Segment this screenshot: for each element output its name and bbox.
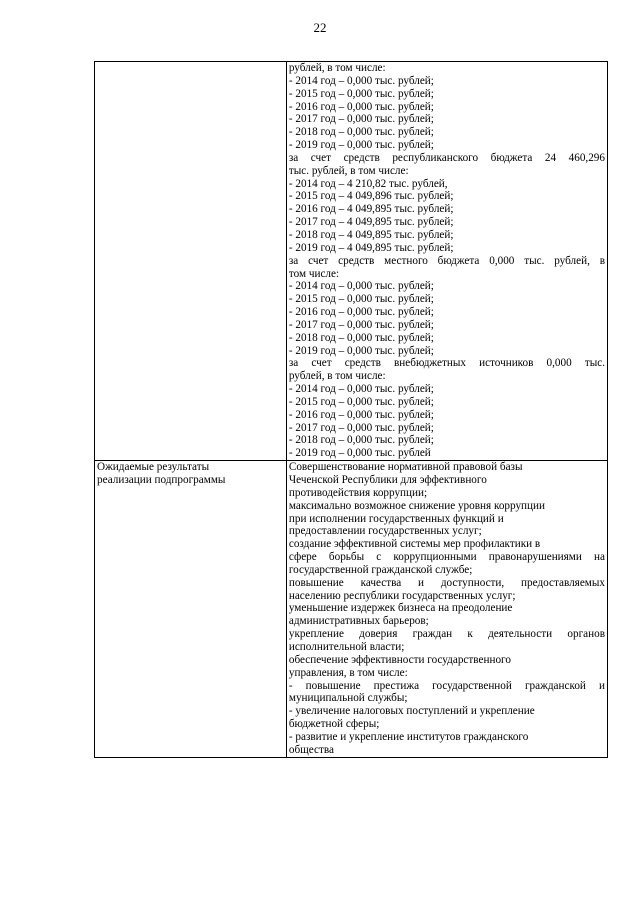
text-line: - 2019 год – 0,000 тыс. рублей; xyxy=(288,344,434,357)
text-line: - 2015 год – 4 049,896 тыс. рублей; xyxy=(288,190,454,203)
funding-content-cell xyxy=(286,62,607,461)
text-line: - 2019 год – 0,000 тыс. рублей xyxy=(288,447,431,460)
text-line: - 2014 год – 0,000 тыс. рублей; xyxy=(288,383,434,396)
text-line: бюджетной сферы; xyxy=(288,718,380,731)
text-line: - 2016 год – 0,000 тыс. рублей; xyxy=(288,408,434,421)
text-line: - увеличение налоговых поступлений и укрепление xyxy=(288,705,535,718)
text-line: за счет средств местного бюджета 0,000 тыс. рублей, в xyxy=(288,254,605,267)
text-line: - 2017 год – 0,000 тыс. рублей; xyxy=(288,113,434,126)
text-line: - 2016 год – 0,000 тыс. рублей; xyxy=(288,100,434,113)
text-line: - 2018 год – 0,000 тыс. рублей; xyxy=(288,126,434,139)
text-line: за счет средств республиканского бюджета 24 460,296 xyxy=(288,151,605,164)
text-line: населению республики государственных услуг; xyxy=(288,589,516,602)
funding-row xyxy=(95,62,608,461)
text-line: рублей, в том числе: xyxy=(288,370,386,383)
text-line: - 2019 год – 0,000 тыс. рублей; xyxy=(288,139,434,152)
text-line: - 2014 год – 0,000 тыс. рублей; xyxy=(288,74,434,87)
text-line: муниципальной службы; xyxy=(288,692,408,705)
text-line: управления, в том числе: xyxy=(288,666,408,679)
text-line: - 2018 год – 0,000 тыс. рублей; xyxy=(288,434,434,447)
funding-label-cell xyxy=(95,62,287,461)
text-line: административных барьеров; xyxy=(288,615,429,628)
label-line: Ожидаемые результаты xyxy=(97,461,210,474)
text-line: - повышение престижа государственной гражданской и xyxy=(288,679,605,692)
text-line: - развитие и укрепление институтов гражданского xyxy=(288,730,529,743)
text-line: Совершенствование нормативной правовой базы xyxy=(288,461,523,474)
expected-results-row xyxy=(95,461,608,757)
text-line: общества xyxy=(288,743,334,756)
text-line: за счет средств внебюджетных источников 0,000 тыс. xyxy=(288,357,605,370)
text-line: рублей, в том числе: xyxy=(288,62,386,74)
text-line: - 2015 год – 0,000 тыс. рублей; xyxy=(288,87,434,100)
text-line: обеспечение эффективности государственного xyxy=(288,653,511,666)
text-line: - 2019 год – 4 049,895 тыс. рублей; xyxy=(288,241,454,254)
text-line: - 2014 год – 4 210,82 тыс. рублей, xyxy=(288,177,448,190)
expected-results-content-cell xyxy=(286,461,607,757)
text-line: - 2016 год – 4 049,895 тыс. рублей; xyxy=(288,203,454,216)
text-line: - 2017 год – 4 049,895 тыс. рублей; xyxy=(288,216,454,229)
expected-results-label-cell xyxy=(95,461,287,757)
text-line: предоставлении государственных услуг; xyxy=(288,525,482,538)
text-line: - 2018 год – 4 049,895 тыс. рублей; xyxy=(288,228,454,241)
text-line: - 2016 год – 0,000 тыс. рублей; xyxy=(288,306,434,319)
text-line: - 2015 год – 0,000 тыс. рублей; xyxy=(288,395,434,408)
text-line: тыс. рублей, в том числе: xyxy=(288,164,409,177)
text-line: противодействия коррупции; xyxy=(288,486,428,499)
text-line: - 2018 год – 0,000 тыс. рублей; xyxy=(288,331,434,344)
page-number: 22 xyxy=(313,20,327,35)
text-line: - 2014 год – 0,000 тыс. рублей; xyxy=(288,280,434,293)
text-line: государственной гражданской службе; xyxy=(288,563,473,576)
text-line: сфере борьбы с коррупционными правонарушениями на xyxy=(288,551,605,564)
text-line: - 2017 год – 0,000 тыс. рублей; xyxy=(288,318,434,331)
text-line: - 2015 год – 0,000 тыс. рублей; xyxy=(288,293,434,306)
text-line: максимально возможное снижение уровня коррупции xyxy=(288,499,545,512)
subprogram-passport-table xyxy=(94,61,608,758)
text-line: повышение качества и доступности, предоставляемых xyxy=(288,576,605,589)
text-line: уменьшение издержек бизнеса на преодоление xyxy=(288,602,513,615)
text-line: том числе: xyxy=(288,267,340,280)
text-line: исполнительной власти; xyxy=(288,640,405,653)
text-line: укрепление доверия граждан к деятельности органов xyxy=(288,628,605,641)
text-line: при исполнении государственных функций и xyxy=(288,512,504,525)
label-line: реализации подпрограммы xyxy=(97,474,226,486)
text-line: создание эффективной системы мер профилактики в xyxy=(288,538,541,551)
text-line: Чеченской Республики для эффективного xyxy=(288,474,487,486)
text-line: - 2017 год – 0,000 тыс. рублей; xyxy=(288,421,434,434)
